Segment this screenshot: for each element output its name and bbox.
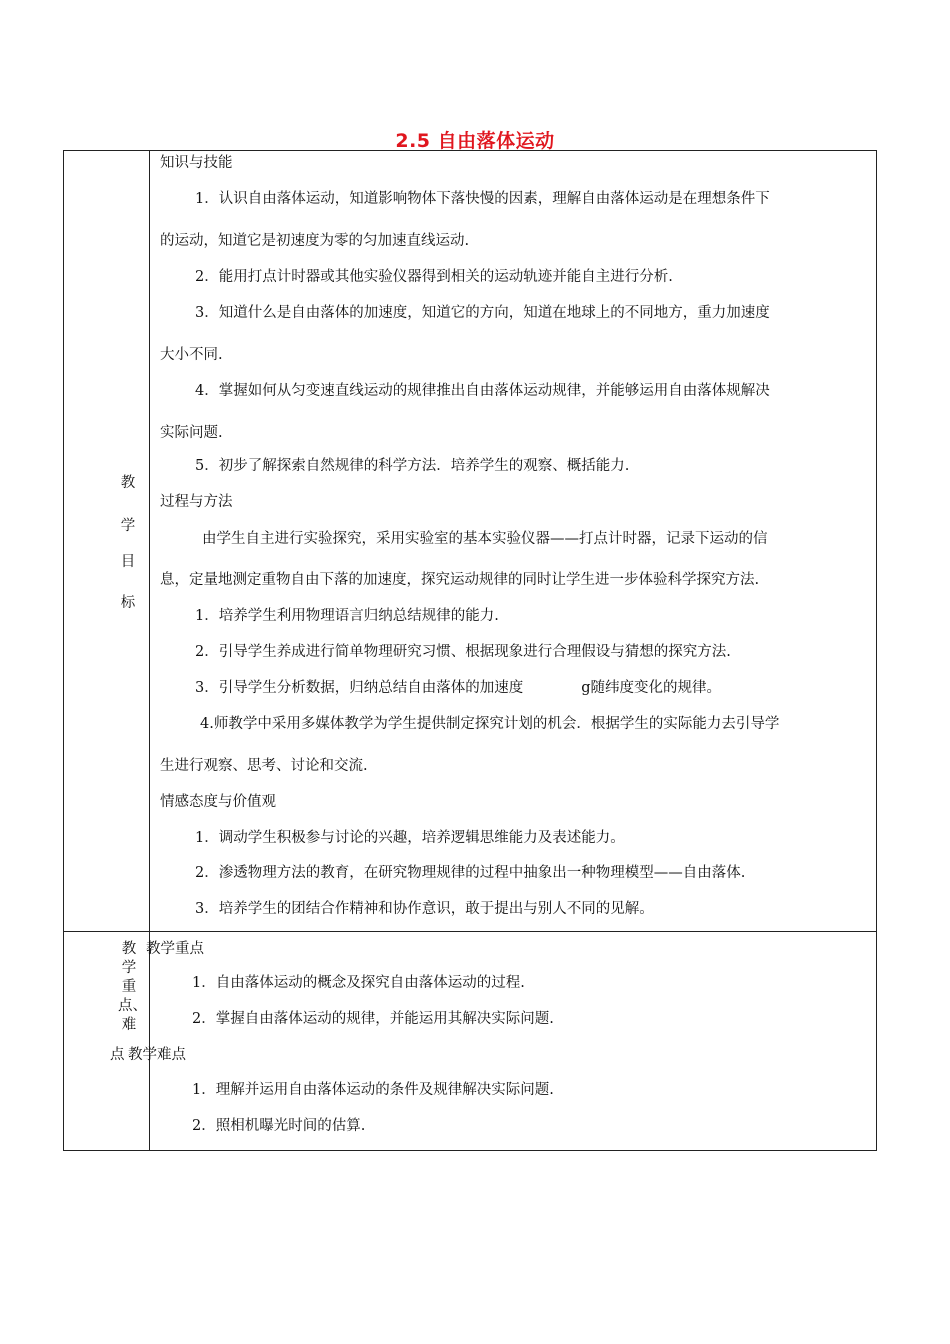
row-divider <box>63 931 877 932</box>
page-title: 2.5 自由落体运动 <box>395 130 555 152</box>
difficult-point-item: 2．照相机曝光时间的估算. <box>192 1118 366 1134</box>
objective-line: 3．培养学生的团结合作精神和协作意识，敢于提出与别人不同的见解。 <box>195 901 654 917</box>
key-point-item: 1．自由落体运动的概念及探究自由落体运动的过程. <box>192 975 525 991</box>
objective-line: 1．认识自由落体运动，知道影响物体下落快慢的因素，理解自由落体运动是在理想条件下 <box>195 191 770 207</box>
objective-line: 2．引导学生养成进行简单物理研究习惯、根据现象进行合理假设与猜想的探究方法. <box>195 644 731 660</box>
column-divider <box>149 150 150 1151</box>
key-point-item: 2．掌握自由落体运动的规律，并能运用其解决实际问题. <box>192 1011 554 1027</box>
objectives-label-char: 标 <box>120 595 136 611</box>
objective-line: 4.师教学中采用多媒体教学为学生提供制定探究计划的机会．根据学生的实际能力去引导学 <box>200 716 780 732</box>
objective-line: 1．培养学生利用物理语言归纳总结规律的能力. <box>195 608 499 624</box>
objective-line: 2．能用打点计时器或其他实验仪器得到相关的运动轨迹并能自主进行分析. <box>195 269 673 285</box>
objective-line: 3．引导学生分析数据，归纳总结自由落体的加速度 g随纬度变化的规律。 <box>195 680 722 696</box>
objective-line: 实际问题. <box>160 425 223 441</box>
objective-line: 大小不同. <box>160 347 223 363</box>
objective-line: 2．渗透物理方法的教育，在研究物理规律的过程中抽象出一种物理模型——自由落体. <box>195 865 746 881</box>
objective-line: 生进行观察、思考、讨论和交流. <box>160 758 368 774</box>
objective-line: 由学生自主进行实验探究，采用实验室的基本实验仪器——打点计时器，记录下运动的信 <box>202 531 768 547</box>
objective-line: 的运动，知道它是初速度为零的匀加速直线运动. <box>160 233 470 249</box>
heading-key-points: 教学重点 <box>146 941 204 957</box>
objective-line: 5．初步了解探索自然规律的科学方法．培养学生的观察、概括能力. <box>195 458 630 474</box>
keypoints-label: 教学重点、难 <box>118 941 147 1033</box>
objective-line: 1．调动学生积极参与讨论的兴趣，培养逻辑思维能力及表述能力。 <box>195 830 625 846</box>
objectives-label-char: 目 <box>120 554 136 570</box>
keypoints-label-tail: 点 <box>110 1047 125 1063</box>
section-heading-knowledge: 知识与技能 <box>160 155 233 171</box>
objective-line: 4．掌握如何从匀变速直线运动的规律推出自由落体运动规律，并能够运用自由落体规解决 <box>195 383 770 399</box>
objectives-label-char: 教 <box>120 475 136 491</box>
difficult-point-item: 1．理解并运用自由落体运动的条件及规律解决实际问题. <box>192 1082 554 1098</box>
section-heading-attitude: 情感态度与价值观 <box>160 794 276 810</box>
objectives-label-char: 学 <box>120 518 136 534</box>
objective-line: 息，定量地测定重物自由下落的加速度，探究运动规律的同时让学生进一步体验科学探究方法. <box>160 572 760 588</box>
section-heading-process: 过程与方法 <box>160 494 233 510</box>
objective-line: 3．知道什么是自由落体的加速度，知道它的方向，知道在地球上的不同地方，重力加速度 <box>195 305 770 321</box>
heading-difficult-points: 教学难点 <box>128 1047 186 1063</box>
